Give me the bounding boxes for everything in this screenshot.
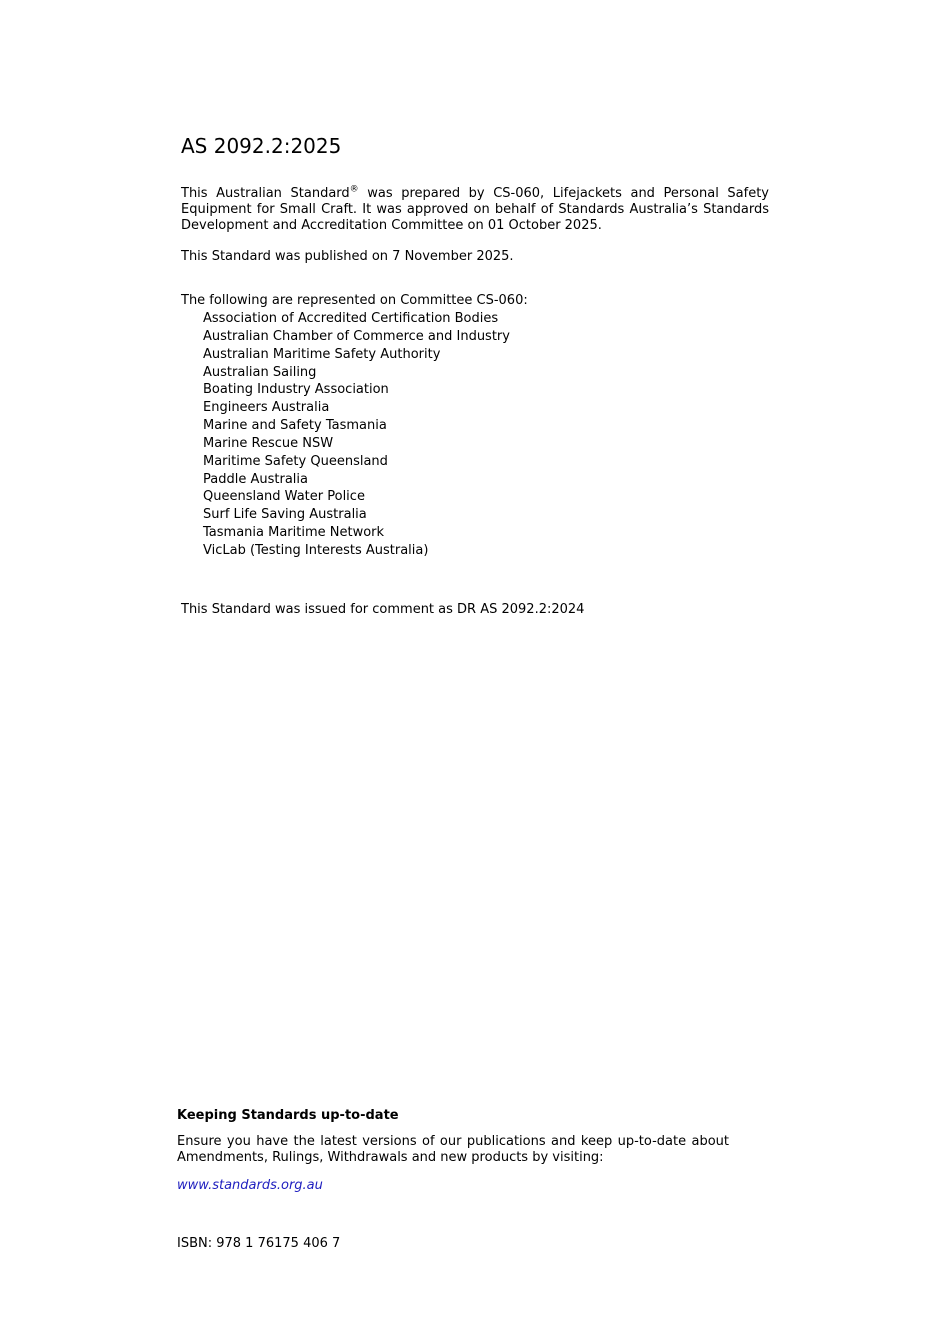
keeping-up-to-date-heading: Keeping Standards up-to-date (177, 1108, 399, 1123)
committee-member: Australian Sailing (203, 364, 317, 380)
committee-member: Queensland Water Police (203, 489, 365, 505)
committee-member: Marine and Safety Tasmania (203, 418, 387, 434)
registered-mark: ® (349, 184, 359, 195)
committee-member: Australian Maritime Safety Authority (203, 346, 441, 362)
committee-intro: The following are represented on Committee CS-060: (181, 293, 528, 308)
standards-website-link[interactable]: www.standards.org.au (177, 1178, 323, 1193)
committee-member: Tasmania Maritime Network (203, 525, 385, 541)
issued-for-comment-paragraph: This Standard was issued for comment as DR AS 2092.2:2024 (181, 602, 585, 617)
committee-member: Surf Life Saving Australia (203, 507, 367, 523)
preparation-prefix: This Australian Standard (181, 186, 350, 201)
preparation-paragraph (181, 186, 769, 234)
preparation-suffix: was prepared by CS-060, Lifejackets and Personal Safety Equipment for Small Craft. It was approved on behalf of Standards Australia’s Standards Development and Accreditation Committee on 01 October 2025. (181, 186, 769, 233)
committee-member: Boating Industry Association (203, 382, 389, 398)
document-title: AS 2092.2:2025 (181, 134, 342, 158)
publication-date-paragraph: This Standard was published on 7 November 2025. (181, 249, 514, 264)
committee-member: Maritime Safety Queensland (203, 453, 388, 469)
committee-member: Association of Accredited Certification Bodies (203, 311, 499, 326)
committee-member: Australian Chamber of Commerce and Industry (203, 328, 510, 344)
committee-member-list (203, 310, 510, 560)
committee-member: VicLab (Testing Interests Australia) (203, 542, 429, 558)
isbn-number: ISBN: 978 1 76175 406 7 (177, 1236, 341, 1251)
committee-member: Engineers Australia (203, 400, 330, 416)
committee-member: Paddle Australia (203, 471, 308, 487)
committee-member: Marine Rescue NSW (203, 435, 334, 451)
keeping-up-to-date-body: Ensure you have the latest versions of our publications and keep up-to-date about Amendments, Rulings, Withdrawals and new products by visiting: (177, 1134, 729, 1165)
